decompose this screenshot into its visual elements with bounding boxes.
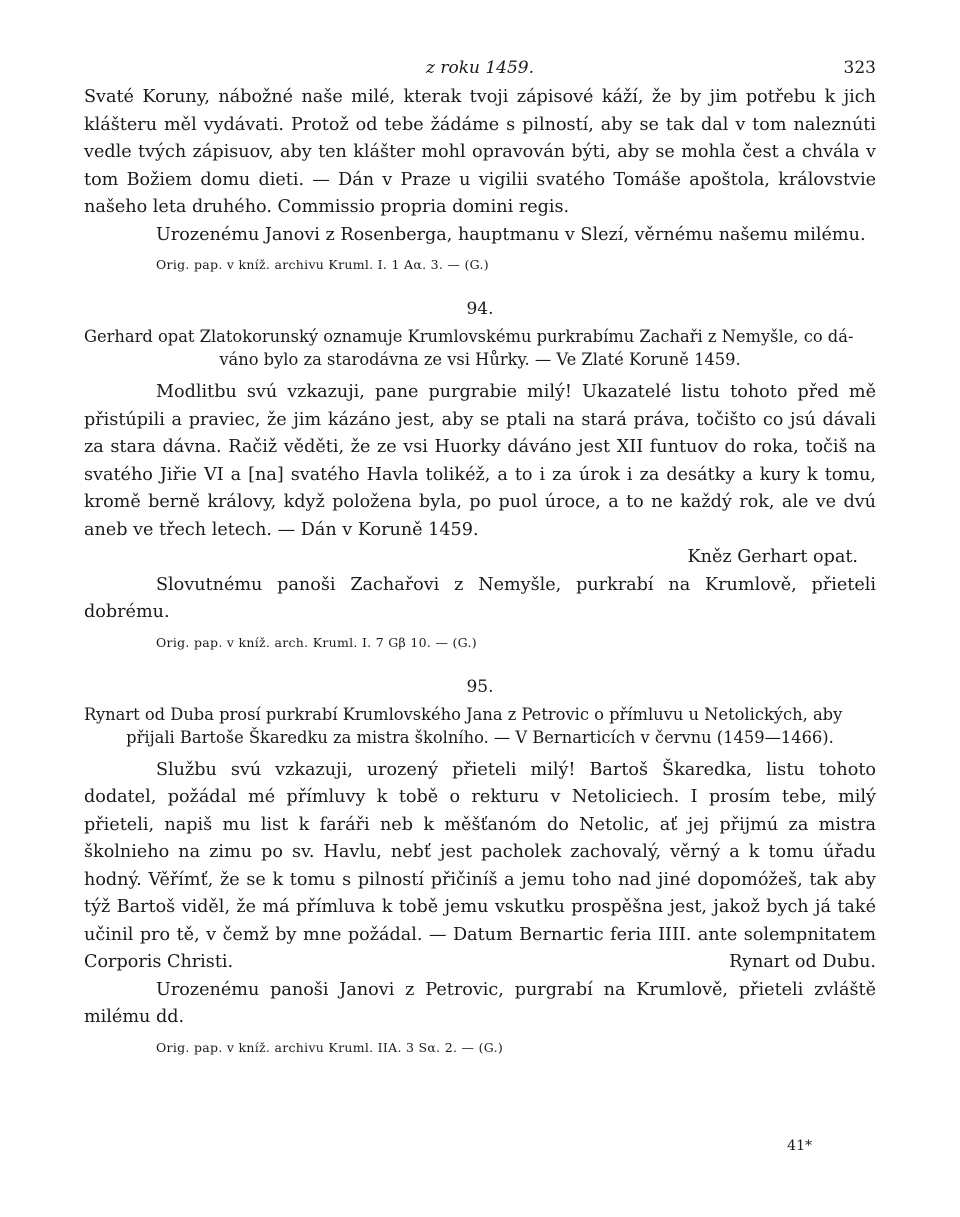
document-95-number: 95.	[466, 676, 494, 697]
running-title: z roku 1459.	[425, 58, 535, 78]
document-93-text: Svaté Koruny, nábožné naše milé, kterak tvoji zápisové káží, že by jim potřebu k jich klášteru měl vydávati. Protož od tebe žádáme s pilností, aby se tak dal v tom naleznúti vedle tvých zápisuov, aby ten klášter mohl opravován býti, aby se mohla čest a chvála v tom Božiem domu dieti. — Dán v Praze u vigilii svatého Tomáše apoštola, královstvie našeho leta druhého. Commissio propria domini regis.	[84, 87, 876, 217]
document-94-source: Orig. pap. v kníž. arch. Kruml. I. 7 Gβ 10. — (G.)	[156, 634, 477, 650]
document-95-text	[84, 757, 876, 977]
document-94	[84, 299, 876, 653]
document-93-continuation	[84, 84, 876, 275]
document-93-address: Urozenému Janovi z Rosenberga, hauptmanu v Slezí, věrnému našemu milému.	[156, 224, 866, 245]
document-95-source: Orig. pap. v kníž. archivu Kruml. IIA. 3 Sα. 2. — (G.)	[156, 1039, 504, 1055]
document-95-body: Službu svú vzkazuji, urozený přieteli milý! Bartoš Škaredka, listu tohoto dodatel, požádal mé přímluvy k tobě o rekturu v Netoliciech. I prosím tebe, milý přieteli, napiš mu list k faráři neb k měšťanóm do Netolic, ať jej přijmú za mistra školnieho na zimu po sv. Havlu, nebť jest pacholek zachovalý, věrný a k tomu úřadu hodný. Věřímť, že se k tomu s pilností přičiníš a jemu toho nad jiné dopomóžeš, tak aby týž Bartoš viděl, že má přímluva k tobě jemu vskutku prospěšna jest, jakož bych já také učinil pro tě, v čemž by mne požádal. — Datum Bernartic feria IIII. ante solempnitatem Corporis Christi.	[84, 759, 876, 972]
document-95-regest	[84, 703, 876, 749]
document-94-text: Modlitbu svú vzkazuji, pane purgrabie milý! Ukazatelé listu tohoto před mě přistúpili a praviec, že jim kázáno jest, aby se ptali na stará práva, točišto co jsú dávali za stara dávna. Račiž věděti, že ze vsi Huorky dáváno jest XII funtuov do roka, točiš na svatého Jiřie VI a [na] svatého Havla tolikéž, a to i za úrok i za desátky a kury k tomu, kromě berně královy, když položena byla, po puol úroce, a to ne každý rok, ale ve dvú aneb ve třech letech. — Dán v Koruně 1459.	[84, 382, 876, 540]
page	[84, 58, 876, 1058]
document-94-signature: Kněz Gerhart opat.	[687, 547, 858, 567]
signature-mark: 41*	[787, 1138, 812, 1154]
document-95-address: Urozenému panoši Janovi z Petrovic, purgrabí na Krumlově, přieteli zvláště milému dd.	[84, 979, 876, 1027]
document-95-signature: Rynart od Dubu.	[729, 952, 876, 972]
document-94-regest	[84, 325, 876, 371]
document-94-regest-line2: váno bylo za starodávna ze vsi Hůrky. — Ve Zlaté Koruně 1459.	[219, 350, 741, 369]
document-94-number: 94.	[466, 299, 494, 319]
document-94-regest-line1: Gerhard opat Zlatokorunský oznamuje Krumlovskému purkrabímu Zachaři z Nemyšle, co dá-	[84, 327, 854, 346]
page-number: 323	[843, 58, 876, 78]
document-95-regest-line2: přijali Bartoše Škaredku za mistra školního. — V Bernarticích v červnu (1459—1466).	[126, 727, 834, 747]
document-94-address: Slovutnému panoši Zachařovi z Nemyšle, purkrabí na Krumlově, přieteli dobrému.	[84, 574, 876, 622]
document-93-source: Orig. pap. v kníž. archivu Kruml. I. 1 Aα. 3. — (G.)	[156, 257, 489, 272]
running-header	[84, 58, 876, 84]
document-95-regest-line1: Rynart od Duba prosí purkrabí Krumlovského Jana z Petrovic o přímluvu u Netolických, aby	[84, 704, 843, 724]
document-95	[84, 677, 876, 1058]
